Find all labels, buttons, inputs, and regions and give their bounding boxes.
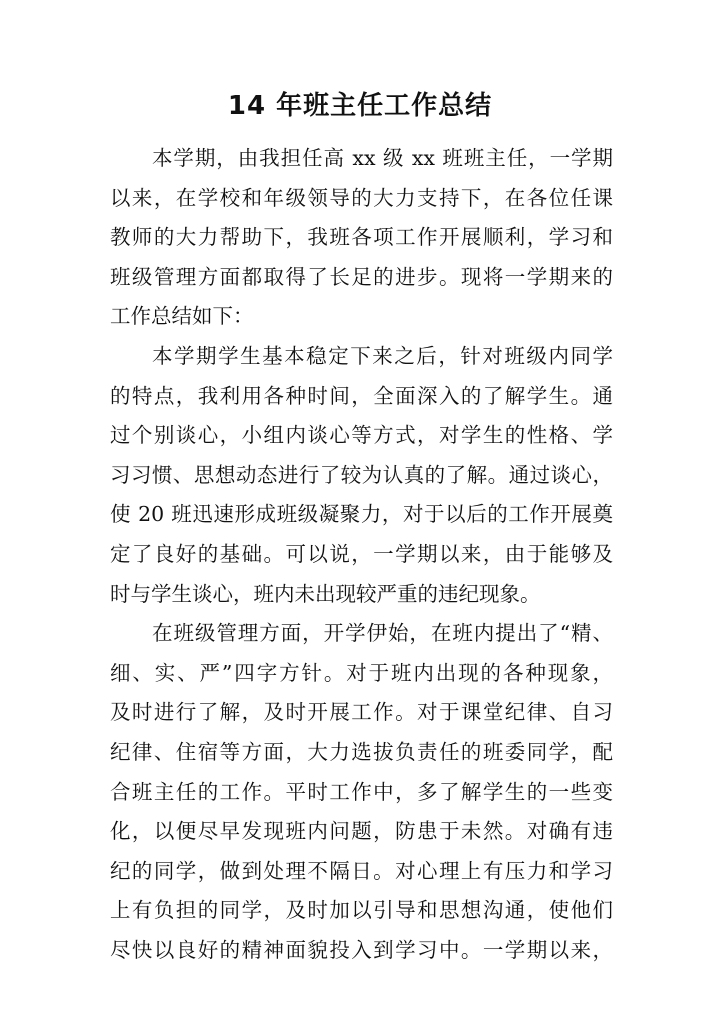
paragraph-2-line-6: 定了良好的基础。可以说，一学期以来，由于能够及 [110, 541, 613, 566]
paragraph-2-line-7: 时与学生谈心，班内未出现较严重的违纪现象。 [110, 581, 541, 606]
paragraph-1-line-4: 班级管理方面都取得了长足的进步。现将一学期来的 [110, 264, 613, 289]
paragraph-3-line-5: 合班主任的工作。平时工作中，多了解学生的一些变 [110, 779, 613, 804]
paragraph-2-line-5: 使 20 班迅速形成班级凝聚力，对于以后的工作开展奠 [110, 502, 613, 527]
paragraph-3-line-8: 上有负担的同学，及时加以引导和思想沟通，使他们 [110, 898, 613, 923]
paragraph-1-line-3: 教师的大力帮助下，我班各项工作开展顺利，学习和 [110, 225, 613, 250]
paragraph-1-line-5: 工作总结如下： [110, 304, 254, 329]
paragraph-2-line-2: 的特点，我利用各种时间，全面深入的了解学生。通 [110, 383, 613, 408]
document-title: 14 年班主任工作总结 [227, 91, 493, 121]
paragraph-3-line-4: 纪律、住宿等方面，大力选拔负责任的班委同学，配 [110, 739, 613, 764]
paragraph-2-line-4: 习习惯、思想动态进行了较为认真的了解。通过谈心， [110, 462, 613, 487]
paragraph-3-line-7: 纪的同学，做到处理不隔日。对心理上有压力和学习 [110, 858, 613, 883]
document-body [110, 139, 613, 970]
paragraph-3-line-3: 及时进行了解，及时开展工作。对于课堂纪律、自习 [110, 700, 613, 725]
paragraph-3-line-6: 化，以便尽早发现班内问题，防患于未然。对确有违 [110, 819, 613, 844]
paragraph-3-line-9: 尽快以良好的精神面貌投入到学习中。一学期以来， [110, 937, 613, 962]
paragraph-3-line-2: 细、实、严”四字方针。对于班内出现的各种现象， [110, 660, 613, 685]
paragraph-1-line-1: 本学期，由我担任高 xx 级 xx 班班主任，一学期 [152, 146, 613, 170]
paragraph-3-line-1: 在班级管理方面，开学伊始，在班内提出了“精、 [152, 621, 613, 646]
paragraph-2-line-3: 过个别谈心，小组内谈心等方式，对学生的性格、学 [110, 423, 613, 448]
paragraph-2-line-1: 本学期学生基本稳定下来之后，针对班级内同学 [152, 343, 613, 368]
paragraph-1-line-2: 以来，在学校和年级领导的大力支持下，在各位任课 [110, 185, 613, 210]
